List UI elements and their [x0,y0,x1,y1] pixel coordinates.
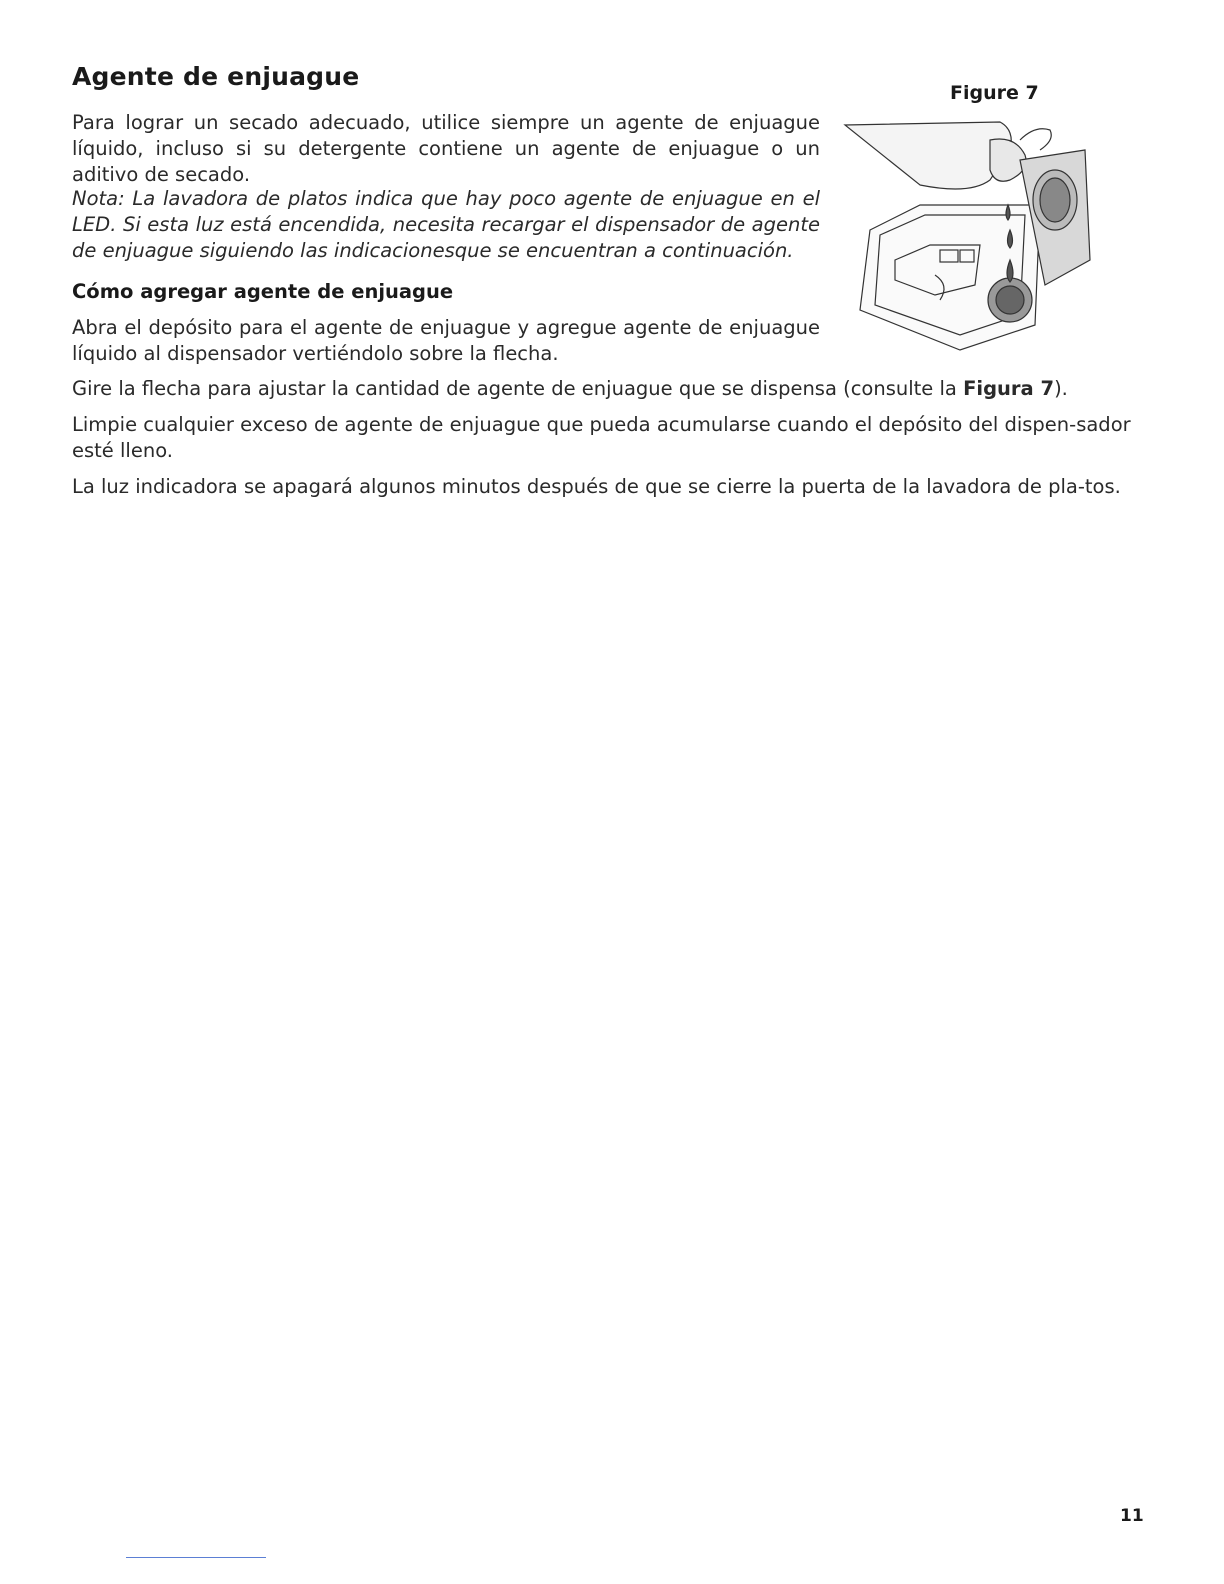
figure-reference: Figura 7 [963,377,1055,400]
adjust-text: Gire la flecha para ajustar la cantidad de agente de enjuague que se dispensa (consulte la [72,377,964,400]
page-number: 11 [1120,1506,1144,1526]
figure-label: Figure 7 [950,82,1039,104]
subsection-heading: Cómo agregar agente de enjuague [72,280,454,303]
instruction-paragraph: Abra el depósito para el agente de enjuague y agregue agente de enjuague líquido al dispensador vertiéndolo sobre la flecha. [72,316,820,365]
section-heading: Agente de enjuague [72,62,360,91]
indicator-paragraph: La luz indicadora se apagará algunos minutos después de que se cierre la puerta de la lavadora de pla-tos. [72,475,1121,498]
note-paragraph: Nota: La lavadora de platos indica que hay poco agente de enjuague en el LED. Si esta luz está encendida, necesita recargar el dispensador de agente de enjuague siguiendo las indicacionesque se encuentran a continuación. [72,187,820,262]
adjust-end: ). [1054,377,1068,400]
cleanup-paragraph: Limpie cualquier exceso de agente de enjuague que pueda acumularse cuando el depósito del dispen-sador esté lleno. [72,413,1131,462]
intro-paragraph: Para lograr un secado adecuado, utilice siempre un agente de enjuague líquido, incluso si su detergente contiene un agente de enjuague o un aditivo de secado. [72,111,820,186]
rinse-aid-illustration [840,110,1100,370]
adjust-paragraph [72,376,1144,402]
footer-rule [126,1557,266,1558]
